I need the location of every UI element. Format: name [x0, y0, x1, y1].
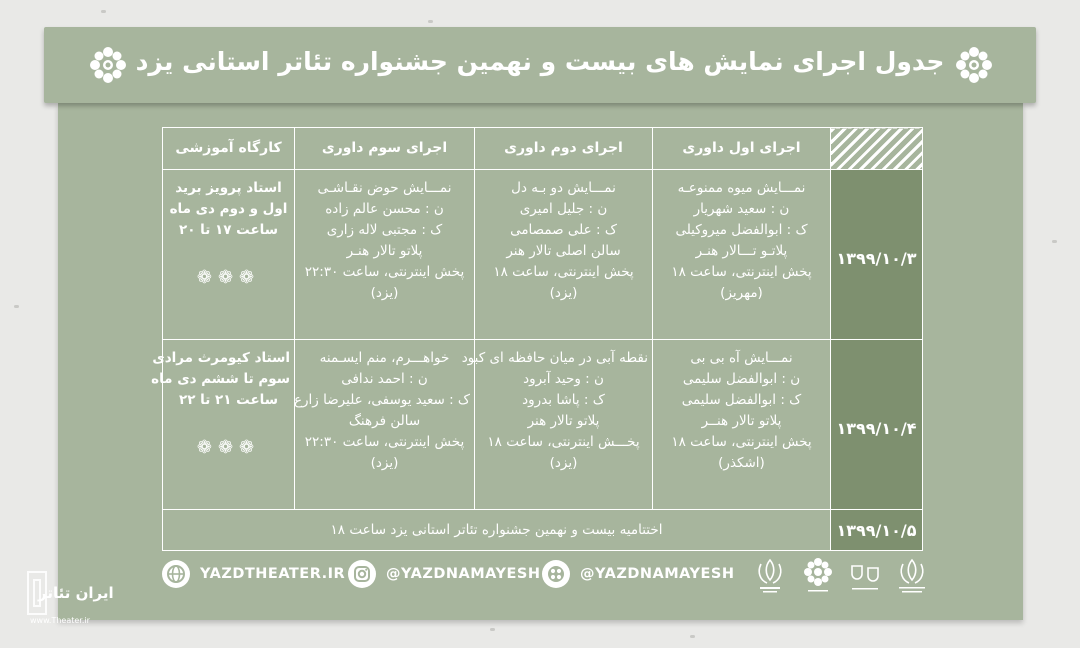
header-first-judging: اجرای اول داوری	[653, 128, 831, 170]
first-judging-cell	[653, 340, 831, 510]
cell-line: (مهریز)	[720, 285, 763, 301]
background-speck	[101, 10, 106, 13]
title-banner	[44, 27, 1036, 103]
website-link[interactable]	[162, 558, 345, 590]
cell-line: پلاتـو تـــالار هنـر	[695, 243, 788, 259]
instagram-link[interactable]	[348, 558, 541, 590]
footer	[162, 548, 1022, 602]
cell-line: ک : علی صمصامی	[510, 222, 617, 238]
cell-line: ک : ابوالفضل میروکیلی	[675, 222, 808, 238]
aparat-link[interactable]	[542, 558, 735, 590]
schedule-table	[151, 127, 923, 551]
cell-line: استاد پرویز برید	[175, 180, 282, 196]
header-hatch-cell	[831, 128, 923, 170]
background-speck	[14, 305, 19, 308]
first-judging-cell	[653, 170, 831, 340]
date-cell: ۱۳۹۹/۱۰/۵	[831, 510, 923, 551]
instagram-text: @YAZDNAMAYESH	[386, 566, 541, 582]
cell-line: اول و دوم دی ماه	[169, 201, 288, 217]
aparat-icon	[542, 560, 570, 588]
cell-line: ن : سعید شهریار	[693, 201, 790, 217]
closing-ceremony-cell: اختتامیه بیست و نهمین جشنواره تئاتر استانی یزد ساعت ۱۸	[163, 510, 831, 551]
cell-line: ساعت ۲۱ تا ۲۲	[178, 392, 279, 408]
globe-icon	[162, 560, 190, 588]
cell-line: پخش اینترنتی، ساعت ۱۸	[493, 264, 634, 280]
third-judging-cell	[295, 170, 475, 340]
cell-line: سالن اصلی تالار هنر	[506, 243, 621, 259]
cell-line: ن : ابوالفضل سلیمی	[682, 371, 801, 387]
date-cell: ۱۳۹۹/۱۰/۴	[831, 340, 923, 510]
cell-line: (یزد)	[370, 285, 399, 301]
flower-ornament-icon: ❁❁❁	[196, 267, 261, 288]
dramatic-arts-logo-icon	[842, 556, 888, 596]
rosette-logo-icon	[795, 556, 841, 596]
aparat-text: @YAZDNAMAYESH	[580, 566, 735, 582]
second-judging-cell	[461, 340, 653, 510]
cell-line: سوم تا ششم دی ماه	[151, 371, 290, 387]
flower-ornament-icon: ❁❁❁	[196, 437, 261, 458]
cell-line: پلاتو تالار هنر	[527, 413, 600, 429]
cell-line: خواهـــرم، منم ایسـمنه	[319, 350, 450, 366]
workshop-cell	[163, 170, 295, 340]
background-speck	[490, 628, 495, 631]
page-title: جدول اجرای نمایش های بیست و نهمین جشنواره تئاتر استانی یزد	[135, 47, 945, 76]
cell-line: پخش اینترنتی، ساعت ۲۲:۳۰	[304, 264, 465, 280]
cell-line: استاد کیومرث مرادی	[152, 350, 290, 366]
table-row	[163, 170, 923, 340]
table-row	[163, 340, 923, 510]
cell-line: پخـــش اینترنتی، ساعت ۱۸	[487, 434, 640, 450]
cell-line: ک : پاشا بدرود	[522, 392, 605, 408]
ministry-emblem-icon	[889, 556, 935, 596]
watermark-text: ایران تئاتر	[38, 584, 114, 602]
workshop-cell	[151, 340, 295, 510]
cell-line: ک : سعید یوسفی، علیرضا زارع	[293, 392, 470, 408]
cell-line: ن : وحید آبرود	[523, 371, 604, 387]
cell-line: نمـــایش آه بی بی	[690, 350, 793, 366]
watermark-url: www.Theater.ir	[30, 616, 90, 625]
cell-line: پلاتو تالار هنــر	[701, 413, 782, 429]
second-judging-cell	[475, 170, 653, 340]
background-speck	[428, 20, 433, 23]
closing-row	[163, 510, 923, 551]
cell-line: نمـــایش دو بـه دل	[511, 180, 616, 196]
instagram-icon	[348, 560, 376, 588]
cell-line: (یزد)	[370, 455, 399, 471]
cell-line: (اشکذر)	[718, 455, 765, 471]
third-judging-cell	[295, 340, 475, 510]
table-header-row	[163, 128, 923, 170]
cell-line: پخش اینترنتی، ساعت ۱۸	[671, 264, 812, 280]
cell-line: نمـــایش حوض نقـاشـی	[317, 180, 452, 196]
cell-line: ک : مجتبی لاله زاری	[326, 222, 443, 238]
cell-line: پخش اینترنتی، ساعت ۲۲:۳۰	[304, 434, 465, 450]
cell-line: ن : جلیل امیری	[519, 201, 608, 217]
cell-line: ن : محسن عالم زاده	[325, 201, 444, 217]
date-cell: ۱۳۹۹/۱۰/۳	[831, 170, 923, 340]
background-speck	[690, 635, 695, 638]
cell-line: نقطه آبی در میان حافظه ای کبود	[461, 350, 648, 366]
cell-line: ک : ابوالفضل سلیمی	[681, 392, 802, 408]
background-speck	[1052, 240, 1057, 243]
cell-line: نمـــایش میوه ممنوعـه	[677, 180, 806, 196]
cell-line: سالن فرهنگ	[348, 413, 421, 429]
cell-line: (یزد)	[549, 455, 578, 471]
flower-ornament-icon	[954, 45, 994, 85]
cell-line: ساعت ۱۷ تا ۲۰	[178, 222, 279, 238]
website-text: YAZDTHEATER.IR	[200, 566, 346, 582]
cell-line: (یزد)	[549, 285, 578, 301]
header-second-judging: اجرای دوم داوری	[475, 128, 653, 170]
emblem-logo-icon	[747, 556, 793, 596]
cell-line: ن : احمد ندافی	[341, 371, 428, 387]
cell-line: پخش اینترنتی، ساعت ۱۸	[671, 434, 812, 450]
header-third-judging: اجرای سوم داوری	[295, 128, 475, 170]
cell-line: پلاتو تالار هنـر	[346, 243, 423, 259]
header-workshop: کارگاه آموزشی	[163, 128, 295, 170]
